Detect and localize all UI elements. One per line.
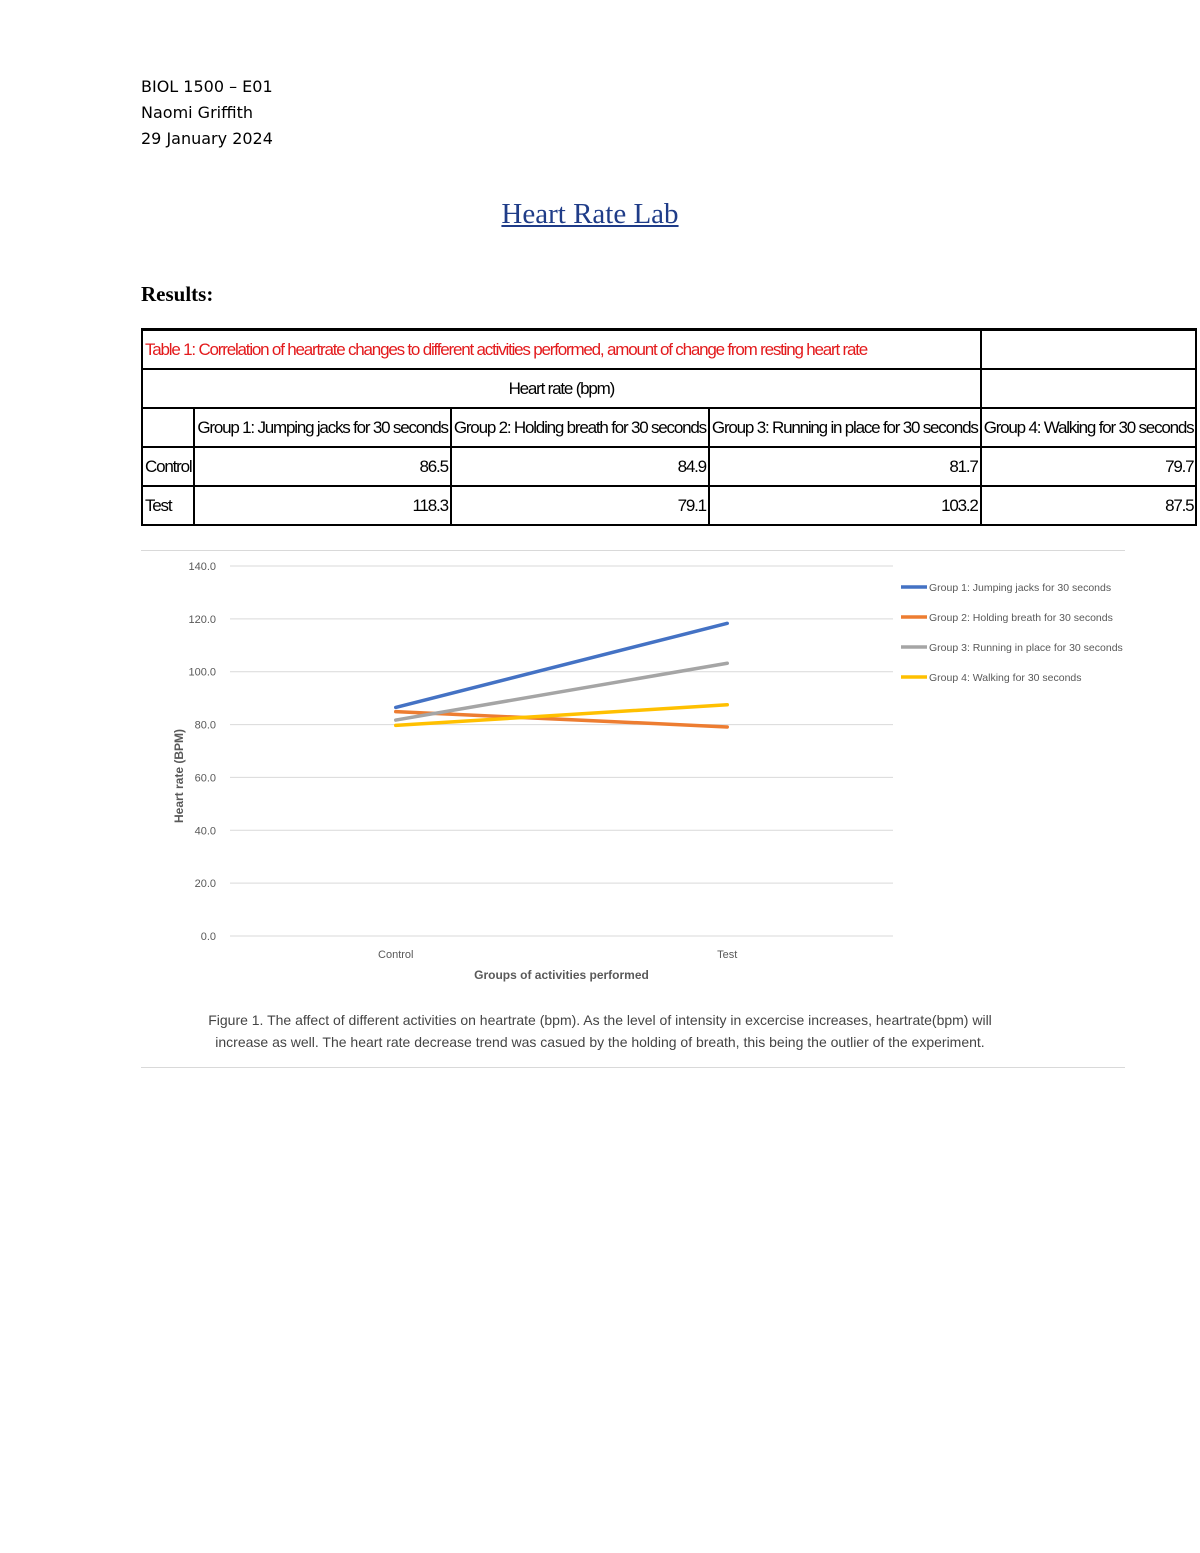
figure-caption-text: The affect of different activities on heartrate (bpm). As the level of intensity in excercise increases, heartrate(bpm) will increase as well. The heart rate decrease trend was casued by the holding of breath, this being the outlier of the experiment. (215, 1012, 992, 1050)
y-tick-label: 20.0 (194, 878, 216, 891)
column-header-group-3: Group 3: Running in place for 30 seconds (709, 408, 981, 447)
table-caption: Table 1: Correlation of heartrate changes to different activities performed, amount of change from resting heart rate (142, 330, 981, 370)
table-cell: 79.7 (981, 447, 1197, 486)
legend-entry: Group 4: Walking for 30 seconds (929, 672, 1082, 684)
x-tick-label: Test (717, 949, 738, 961)
date-line: 29 January 2024 (141, 129, 273, 148)
y-tick-label: 100.0 (188, 666, 216, 679)
x-tick-label: Control (378, 949, 414, 961)
y-tick-label: 80.0 (194, 719, 216, 732)
figure-caption (200, 1009, 1000, 1053)
table-cell: 87.5 (981, 486, 1197, 525)
table-cell: 86.5 (194, 447, 450, 486)
y-axis-title: Heart rate (BPM) (172, 728, 186, 824)
table-cell: 79.1 (451, 486, 709, 525)
table-unit-row (142, 369, 1196, 408)
y-tick-label: 0.0 (200, 931, 216, 943)
table-unit-header: Heart rate (bpm) (142, 369, 981, 408)
figure-label: Figure 1. (208, 1012, 264, 1028)
table-cell: 118.3 (194, 486, 450, 525)
results-table (141, 328, 1197, 526)
table-header-row (142, 408, 1196, 447)
line-chart (141, 551, 1125, 1067)
author-line: Naomi Griffith (141, 103, 253, 122)
table-cell: 81.7 (709, 447, 981, 486)
document-title: Heart Rate Lab (501, 198, 679, 230)
legend-entry: Group 3: Running in place for 30 seconds (929, 642, 1123, 654)
row-label-test: Test (142, 486, 194, 525)
table-row (142, 486, 1196, 525)
row-label-control: Control (142, 447, 194, 486)
table-row (142, 447, 1196, 486)
results-heading: Results: (141, 282, 214, 306)
table-empty-cell (981, 369, 1197, 408)
table-empty-cell (981, 330, 1197, 370)
legend-entry: Group 1: Jumping jacks for 30 seconds (929, 582, 1112, 594)
document-header (141, 74, 273, 152)
y-tick-label: 60.0 (194, 772, 216, 785)
table-caption-row (142, 330, 1196, 370)
series-line-group-1 (396, 623, 728, 707)
course-line: BIOL 1500 – E01 (141, 77, 273, 96)
column-header-group-4: Group 4: Walking for 30 seconds (981, 408, 1197, 447)
table-cell: 103.2 (709, 486, 981, 525)
column-header-group-2: Group 2: Holding breath for 30 seconds (451, 408, 709, 447)
y-tick-label: 140.0 (188, 561, 216, 573)
y-tick-label: 120.0 (188, 613, 216, 626)
table-corner-cell (142, 408, 194, 447)
legend-entry: Group 2: Holding breath for 30 seconds (929, 612, 1113, 624)
table-cell: 84.9 (451, 447, 709, 486)
y-tick-label: 40.0 (194, 825, 216, 838)
column-header-group-1: Group 1: Jumping jacks for 30 seconds (194, 408, 450, 447)
chart-frame (141, 550, 1125, 1068)
x-axis-title: Groups of activities performed (474, 968, 649, 982)
